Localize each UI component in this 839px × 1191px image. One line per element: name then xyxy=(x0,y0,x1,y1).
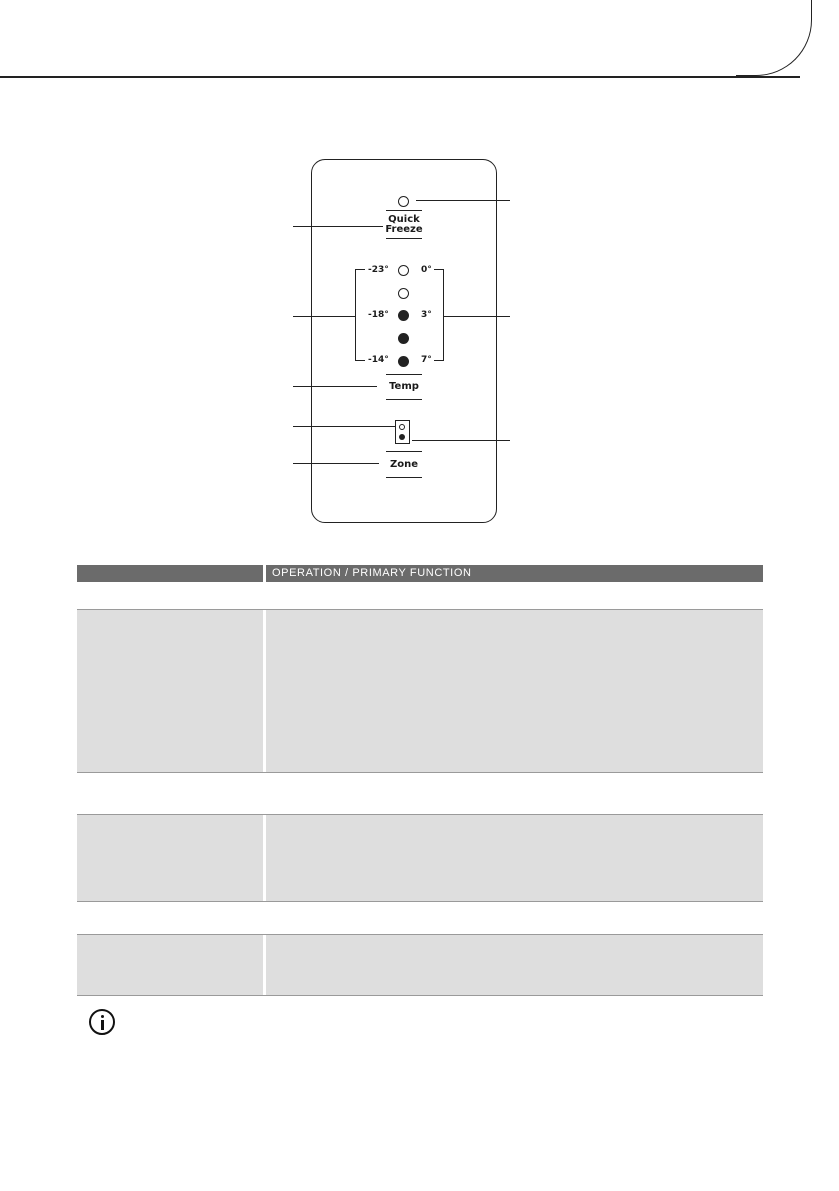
freezer-temp-mid: -18° xyxy=(368,310,389,320)
zone-button[interactable]: Zone xyxy=(389,459,419,470)
callout-line-zone-indicator xyxy=(293,426,395,427)
fridge-bracket-top xyxy=(434,269,444,270)
callout-line-fridge-temps xyxy=(444,316,510,317)
quick-freeze-bottom-rule xyxy=(386,238,422,239)
table-row-1-col1 xyxy=(77,610,263,772)
temp-led-3-icon xyxy=(398,310,409,321)
info-icon xyxy=(89,1009,115,1035)
callout-line-freezer-temps xyxy=(293,316,355,317)
page-corner-curve xyxy=(736,0,812,76)
temp-led-4-icon xyxy=(398,333,409,344)
fridge-temp-min: 0° xyxy=(421,265,432,275)
temp-top-rule xyxy=(386,374,422,375)
table-row-3-col2 xyxy=(266,935,763,995)
temp-led-5-icon xyxy=(398,356,409,367)
quick-freeze-label-line1: Quick xyxy=(388,214,420,225)
quick-freeze-top-rule xyxy=(386,210,422,211)
temp-button[interactable]: Temp xyxy=(389,381,419,392)
temp-bottom-rule xyxy=(386,399,422,400)
fridge-bracket-bottom xyxy=(434,360,444,361)
fridge-bracket xyxy=(443,269,444,361)
freezer-bracket xyxy=(355,269,356,361)
table-header-col2-text: OPERATION / PRIMARY FUNCTION xyxy=(272,567,472,579)
quick-freeze-label-line2: Freeze xyxy=(385,224,423,235)
zone-led-bottom-icon xyxy=(399,434,405,440)
temp-led-1-icon xyxy=(398,265,409,276)
fridge-temp-max: 7° xyxy=(421,355,432,365)
page-top-rule xyxy=(0,76,800,78)
temp-led-2-icon xyxy=(398,288,409,299)
freezer-bracket-top xyxy=(355,269,365,270)
callout-line-quick-freeze-led xyxy=(416,200,510,201)
callout-line-quick-freeze xyxy=(293,226,383,227)
callout-line-zone-led xyxy=(412,440,510,441)
table-divider xyxy=(77,995,763,996)
zone-led-top-icon xyxy=(399,424,405,430)
callout-line-zone-button xyxy=(293,463,379,464)
quick-freeze-button[interactable] xyxy=(376,215,432,235)
table-row-1-col2 xyxy=(266,610,763,772)
fridge-temp-mid: 3° xyxy=(421,310,432,320)
table-row-3-col1 xyxy=(77,935,263,995)
freezer-temp-max: -14° xyxy=(368,355,389,365)
freezer-temp-min: -23° xyxy=(368,265,389,275)
zone-indicator-icon xyxy=(395,420,410,444)
table-divider xyxy=(77,772,763,773)
quick-freeze-led-icon xyxy=(398,196,409,207)
table-row-2-col2 xyxy=(266,815,763,901)
zone-bottom-rule xyxy=(386,477,422,478)
table-row-2-col1 xyxy=(77,815,263,901)
freezer-bracket-bottom xyxy=(355,360,365,361)
table-header-col1 xyxy=(77,565,263,582)
callout-line-temp-button xyxy=(293,386,377,387)
zone-top-rule xyxy=(386,451,422,452)
table-divider xyxy=(77,901,763,902)
